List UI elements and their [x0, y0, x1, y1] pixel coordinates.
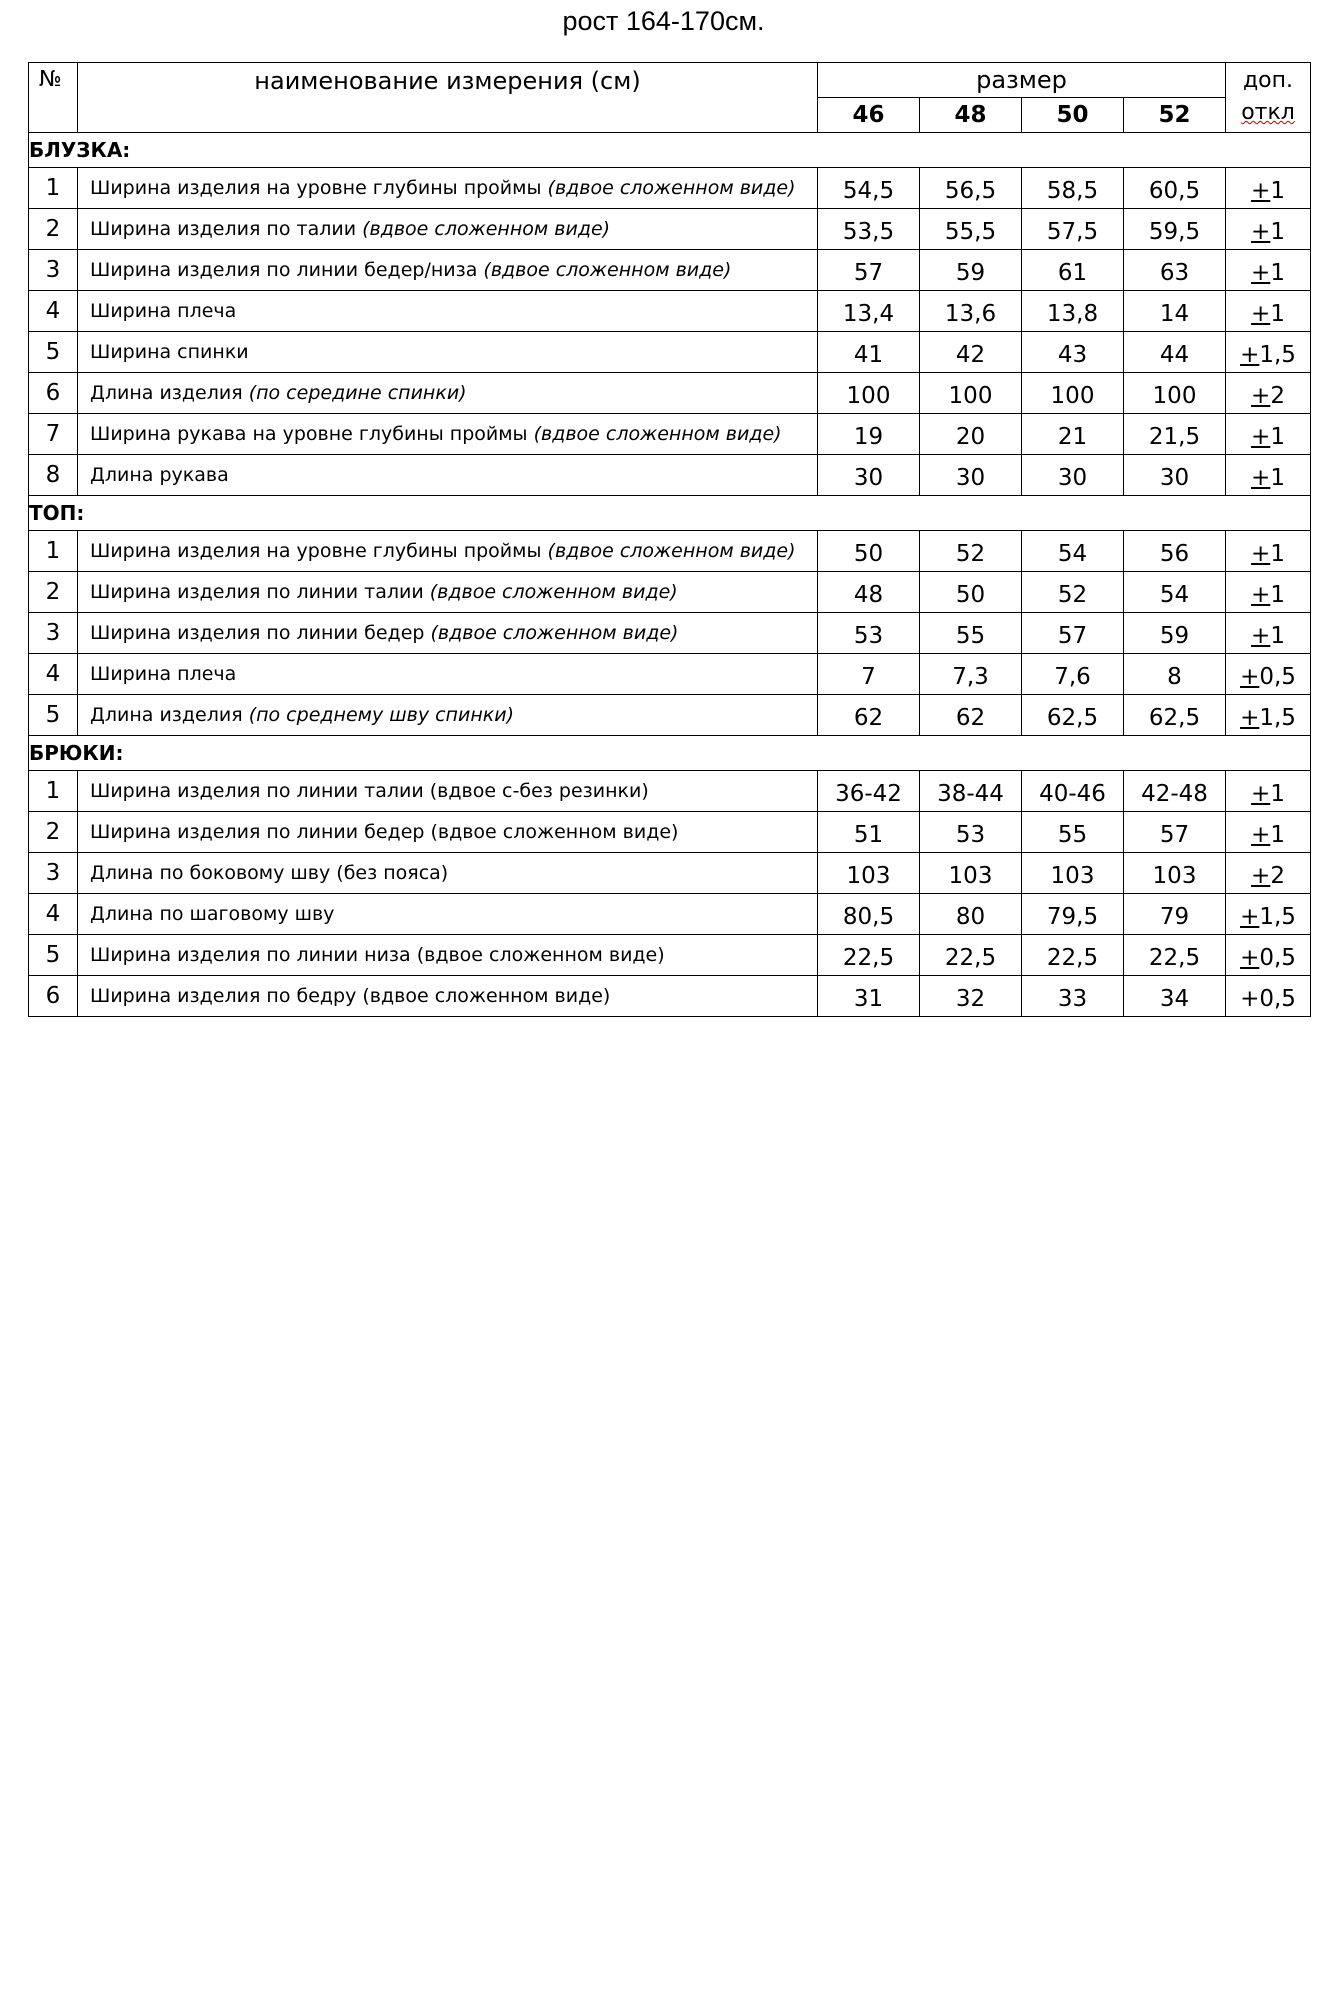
tolerance-sign: + — [1251, 863, 1271, 889]
measurement-label: Ширина плеча — [90, 300, 237, 322]
size-value: 54,5 — [818, 168, 920, 209]
size-value: 42 — [920, 332, 1022, 373]
measurement-label: Длина рукава — [90, 464, 229, 486]
size-value: 103 — [818, 853, 920, 894]
size-value: 52 — [1022, 572, 1124, 613]
measurement-name — [78, 695, 818, 736]
table-row — [29, 654, 1311, 695]
size-value: 59 — [1124, 613, 1226, 654]
tolerance-number: 1 — [1270, 582, 1285, 608]
tolerance-number: 2 — [1270, 383, 1285, 409]
tolerance-number: 1 — [1270, 424, 1285, 450]
size-value: 21 — [1022, 414, 1124, 455]
measurement-note: (вдвое сложенном виде) — [429, 581, 678, 603]
size-value: 53,5 — [818, 209, 920, 250]
tolerance-number: 1,5 — [1259, 342, 1296, 368]
measurement-name — [78, 572, 818, 613]
tolerance-number: 1 — [1270, 781, 1285, 807]
size-value: 57 — [818, 250, 920, 291]
tolerance-value — [1226, 209, 1311, 250]
header-size-52: 52 — [1124, 98, 1226, 133]
row-number: 3 — [29, 853, 78, 894]
measurement-note: (вдвое сложенном виде) — [547, 177, 796, 199]
size-value: 53 — [920, 812, 1022, 853]
measurement-label: Ширина изделия по линии низа (вдвое сложенном виде) — [90, 944, 665, 966]
header-measurement-name: наименование измерения (см) — [78, 63, 818, 133]
size-value: 8 — [1124, 654, 1226, 695]
measurement-name — [78, 654, 818, 695]
size-value: 57,5 — [1022, 209, 1124, 250]
measurement-name — [78, 613, 818, 654]
measurement-label: Ширина изделия на уровне глубины проймы — [90, 177, 548, 199]
section-row — [29, 736, 1311, 771]
tolerance-value — [1226, 654, 1311, 695]
size-value: 43 — [1022, 332, 1124, 373]
row-number: 4 — [29, 894, 78, 935]
measurement-note: (вдвое сложенном виде) — [547, 540, 796, 562]
row-number: 1 — [29, 168, 78, 209]
size-value: 61 — [1022, 250, 1124, 291]
size-value: 79 — [1124, 894, 1226, 935]
size-value: 54 — [1124, 572, 1226, 613]
size-value: 53 — [818, 613, 920, 654]
measurement-name — [78, 531, 818, 572]
header-tolerance-line1: доп. — [1242, 68, 1294, 93]
tolerance-value — [1226, 414, 1311, 455]
measurement-name — [78, 771, 818, 812]
row-number: 6 — [29, 976, 78, 1017]
measurement-name — [78, 935, 818, 976]
measurement-label: Ширина изделия по линии талии (вдвое с-без резинки) — [90, 780, 649, 802]
size-value: 57 — [1022, 613, 1124, 654]
measurement-label: Ширина плеча — [90, 663, 237, 685]
measurement-label: Ширина изделия по линии бедер — [90, 622, 431, 644]
size-spec-table — [28, 62, 1311, 1017]
size-value: 42-48 — [1124, 771, 1226, 812]
tolerance-number: 0,5 — [1259, 945, 1296, 971]
tolerance-number: 2 — [1270, 863, 1285, 889]
tolerance-number: 1 — [1270, 623, 1285, 649]
table-row — [29, 332, 1311, 373]
size-value: 103 — [1022, 853, 1124, 894]
tolerance-value — [1226, 935, 1311, 976]
tolerance-value — [1226, 695, 1311, 736]
size-value: 13,6 — [920, 291, 1022, 332]
table-row — [29, 894, 1311, 935]
size-value: 62,5 — [1022, 695, 1124, 736]
tolerance-sign: + — [1251, 219, 1271, 245]
header-tolerance — [1226, 63, 1311, 133]
measurement-name — [78, 291, 818, 332]
row-number: 1 — [29, 771, 78, 812]
measurement-label: Ширина изделия на уровне глубины проймы — [90, 540, 548, 562]
table-row — [29, 613, 1311, 654]
section-title: БЛУЗКА: — [29, 133, 1311, 168]
table-row — [29, 771, 1311, 812]
header-number: № — [29, 63, 78, 133]
table-row — [29, 209, 1311, 250]
row-number: 4 — [29, 654, 78, 695]
header-tolerance-line2: откл — [1241, 100, 1295, 125]
measurement-note: (вдвое сложенном виде) — [430, 622, 679, 644]
header-row — [29, 63, 1311, 98]
size-value: 51 — [818, 812, 920, 853]
size-value: 57 — [1124, 812, 1226, 853]
tolerance-sign: + — [1251, 178, 1271, 204]
row-number: 8 — [29, 455, 78, 496]
table-row — [29, 812, 1311, 853]
size-value: 33 — [1022, 976, 1124, 1017]
size-value: 21,5 — [1124, 414, 1226, 455]
measurement-label: Ширина изделия по бедру (вдвое сложенном виде) — [90, 985, 611, 1007]
header-size-46: 46 — [818, 98, 920, 133]
table-row — [29, 414, 1311, 455]
table-row — [29, 695, 1311, 736]
tolerance-value — [1226, 332, 1311, 373]
size-value: 40-46 — [1022, 771, 1124, 812]
size-value: 59,5 — [1124, 209, 1226, 250]
size-value: 13,4 — [818, 291, 920, 332]
tolerance-number: 1 — [1270, 219, 1285, 245]
tolerance-number: 1,5 — [1259, 705, 1296, 731]
size-value: 22,5 — [818, 935, 920, 976]
row-number: 7 — [29, 414, 78, 455]
size-value: 50 — [818, 531, 920, 572]
measurement-name — [78, 894, 818, 935]
measurement-label: Длина изделия — [90, 704, 249, 726]
measurement-name — [78, 812, 818, 853]
size-value: 7,6 — [1022, 654, 1124, 695]
section-title: ТОП: — [29, 496, 1311, 531]
table-row — [29, 853, 1311, 894]
row-number: 5 — [29, 695, 78, 736]
tolerance-sign: + — [1251, 465, 1271, 491]
tolerance-sign: + — [1240, 342, 1260, 368]
size-value: 52 — [920, 531, 1022, 572]
size-value: 62 — [920, 695, 1022, 736]
tolerance-value — [1226, 531, 1311, 572]
tolerance-sign: + — [1251, 383, 1271, 409]
table-row — [29, 168, 1311, 209]
row-number: 5 — [29, 332, 78, 373]
size-value: 80 — [920, 894, 1022, 935]
size-value: 79,5 — [1022, 894, 1124, 935]
size-value: 100 — [818, 373, 920, 414]
size-value: 56 — [1124, 531, 1226, 572]
tolerance-sign: + — [1251, 541, 1271, 567]
tolerance-number: 1 — [1270, 465, 1285, 491]
tolerance-number: 1 — [1270, 260, 1285, 286]
tolerance-sign: + — [1251, 822, 1271, 848]
measurement-name — [78, 168, 818, 209]
measurement-label: Ширина изделия по талии — [90, 218, 363, 240]
size-value: 31 — [818, 976, 920, 1017]
measurement-name — [78, 373, 818, 414]
tolerance-sign: + — [1251, 424, 1271, 450]
tolerance-value — [1226, 250, 1311, 291]
measurement-name — [78, 976, 818, 1017]
size-value: 41 — [818, 332, 920, 373]
section-row — [29, 496, 1311, 531]
measurement-label: Длина по шаговому шву — [90, 903, 335, 925]
tolerance-value — [1226, 455, 1311, 496]
size-value: 63 — [1124, 250, 1226, 291]
header-size: размер — [818, 63, 1226, 98]
size-value: 80,5 — [818, 894, 920, 935]
measurement-label: Длина по боковому шву (без пояса) — [90, 862, 449, 884]
size-value: 103 — [1124, 853, 1226, 894]
size-value: 58,5 — [1022, 168, 1124, 209]
size-value: 13,8 — [1022, 291, 1124, 332]
row-number: 1 — [29, 531, 78, 572]
tolerance-number: 1 — [1270, 178, 1285, 204]
size-value: 19 — [818, 414, 920, 455]
measurement-name — [78, 250, 818, 291]
size-value: 38-44 — [920, 771, 1022, 812]
row-number: 2 — [29, 572, 78, 613]
tolerance-number: 1 — [1270, 301, 1285, 327]
header-size-48: 48 — [920, 98, 1022, 133]
tolerance-value — [1226, 373, 1311, 414]
table-body — [29, 63, 1311, 1017]
measurement-name — [78, 455, 818, 496]
measurement-label: Длина изделия — [90, 382, 249, 404]
section-row — [29, 133, 1311, 168]
size-value: 59 — [920, 250, 1022, 291]
row-number: 2 — [29, 209, 78, 250]
size-value: 30 — [1124, 455, 1226, 496]
size-value: 100 — [920, 373, 1022, 414]
tolerance-number: 1,5 — [1259, 904, 1296, 930]
section-title: БРЮКИ: — [29, 736, 1311, 771]
size-value: 54 — [1022, 531, 1124, 572]
size-value: 100 — [1022, 373, 1124, 414]
size-value: 62 — [818, 695, 920, 736]
size-value: 56,5 — [920, 168, 1022, 209]
tolerance-value — [1226, 894, 1311, 935]
size-value: 44 — [1124, 332, 1226, 373]
tolerance-sign: + — [1240, 904, 1260, 930]
size-value: 100 — [1124, 373, 1226, 414]
size-value: 60,5 — [1124, 168, 1226, 209]
size-value: 55 — [920, 613, 1022, 654]
size-value: 50 — [920, 572, 1022, 613]
tolerance-number: 1 — [1270, 822, 1285, 848]
tolerance-value — [1226, 291, 1311, 332]
size-value: 32 — [920, 976, 1022, 1017]
size-value: 7 — [818, 654, 920, 695]
size-value: 55,5 — [920, 209, 1022, 250]
size-value: 103 — [920, 853, 1022, 894]
page-title: рост 164-170см. — [562, 6, 765, 36]
row-number: 6 — [29, 373, 78, 414]
size-value: 34 — [1124, 976, 1226, 1017]
table-row — [29, 455, 1311, 496]
measurement-note: (вдвое сложенном виде) — [362, 218, 611, 240]
tolerance-sign: + — [1251, 623, 1271, 649]
size-value: 55 — [1022, 812, 1124, 853]
header-size-50: 50 — [1022, 98, 1124, 133]
table-row — [29, 935, 1311, 976]
size-value: 30 — [1022, 455, 1124, 496]
table-row — [29, 373, 1311, 414]
tolerance-sign: + — [1240, 986, 1260, 1012]
size-value: 22,5 — [1124, 935, 1226, 976]
measurement-note: (вдвое сложенном виде) — [483, 259, 732, 281]
tolerance-sign: + — [1251, 260, 1271, 286]
table-row — [29, 572, 1311, 613]
tolerance-number: 0,5 — [1259, 986, 1296, 1012]
tolerance-sign: + — [1251, 582, 1271, 608]
measurement-note: (по среднему шву спинки) — [248, 704, 514, 726]
size-value: 22,5 — [920, 935, 1022, 976]
size-value: 30 — [818, 455, 920, 496]
tolerance-value — [1226, 976, 1311, 1017]
tolerance-value — [1226, 812, 1311, 853]
tolerance-number: 1 — [1270, 541, 1285, 567]
measurement-name — [78, 209, 818, 250]
measurement-label: Ширина изделия по линии бедер (вдвое сложенном виде) — [90, 821, 679, 843]
size-value: 30 — [920, 455, 1022, 496]
tolerance-number: 0,5 — [1259, 664, 1296, 690]
table-row — [29, 291, 1311, 332]
measurement-name — [78, 853, 818, 894]
row-number: 5 — [29, 935, 78, 976]
tolerance-value — [1226, 168, 1311, 209]
table-row — [29, 531, 1311, 572]
size-value: 7,3 — [920, 654, 1022, 695]
tolerance-sign: + — [1240, 705, 1260, 731]
tolerance-value — [1226, 771, 1311, 812]
row-number: 3 — [29, 250, 78, 291]
table-row — [29, 976, 1311, 1017]
row-number: 3 — [29, 613, 78, 654]
tolerance-value — [1226, 613, 1311, 654]
tolerance-value — [1226, 572, 1311, 613]
size-value: 22,5 — [1022, 935, 1124, 976]
size-value: 36-42 — [818, 771, 920, 812]
size-value: 20 — [920, 414, 1022, 455]
measurement-name — [78, 414, 818, 455]
measurement-note: (по середине спинки) — [248, 382, 467, 404]
row-number: 2 — [29, 812, 78, 853]
size-value: 48 — [818, 572, 920, 613]
measurement-label: Ширина изделия по линии бедер/низа — [90, 259, 484, 281]
row-number: 4 — [29, 291, 78, 332]
size-value: 14 — [1124, 291, 1226, 332]
measurement-name — [78, 332, 818, 373]
table-row — [29, 250, 1311, 291]
measurement-note: (вдвое сложенном виде) — [533, 423, 782, 445]
tolerance-value — [1226, 853, 1311, 894]
measurement-label: Ширина спинки — [90, 341, 249, 363]
tolerance-sign: + — [1251, 781, 1271, 807]
tolerance-sign: + — [1240, 664, 1260, 690]
tolerance-sign: + — [1240, 945, 1260, 971]
size-value: 62,5 — [1124, 695, 1226, 736]
measurement-label: Ширина изделия по линии талии — [90, 581, 430, 603]
tolerance-sign: + — [1251, 301, 1271, 327]
measurement-label: Ширина рукава на уровне глубины проймы — [90, 423, 534, 445]
